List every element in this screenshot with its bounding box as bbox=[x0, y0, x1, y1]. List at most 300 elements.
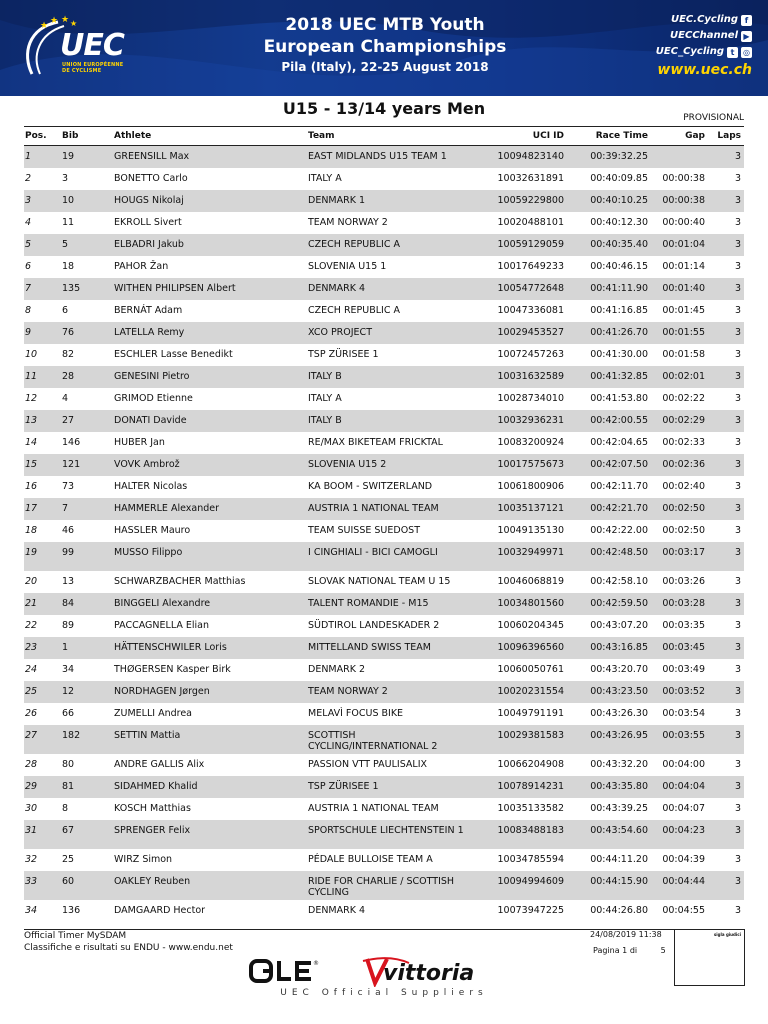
cell-pos: 34 bbox=[25, 905, 38, 916]
col-pos: Pos. bbox=[25, 131, 47, 141]
vittoria-logo-icon bbox=[363, 958, 474, 986]
cell-uci-id: 10066204908 bbox=[497, 759, 564, 770]
cell-gap: 00:03:26 bbox=[662, 576, 705, 587]
cell-pos: 23 bbox=[25, 642, 38, 653]
cell-team: SPORTSCHULE LIECHTENSTEIN 1 bbox=[308, 825, 464, 836]
table-row bbox=[24, 820, 744, 849]
cell-laps: 3 bbox=[734, 239, 741, 250]
cell-race-time: 00:43:26.95 bbox=[590, 730, 648, 741]
table-row bbox=[24, 300, 744, 322]
cell-gap: 00:01:14 bbox=[662, 261, 705, 272]
championship-title bbox=[220, 14, 550, 76]
cell-pos: 28 bbox=[25, 759, 38, 770]
table-row bbox=[24, 754, 744, 776]
col-team: Team bbox=[308, 131, 335, 141]
cell-pos: 20 bbox=[25, 576, 38, 587]
cell-gap: 00:01:58 bbox=[662, 349, 705, 360]
cell-laps: 3 bbox=[734, 905, 741, 916]
twitter-icon: t bbox=[727, 47, 738, 58]
cell-uci-id: 10072457263 bbox=[497, 349, 564, 360]
table-header bbox=[24, 126, 744, 146]
table-row bbox=[24, 212, 744, 234]
cell-race-time: 00:43:54.60 bbox=[590, 825, 648, 836]
cell-gap: 00:04:55 bbox=[662, 905, 705, 916]
table-row bbox=[24, 366, 744, 388]
cell-team: ITALY B bbox=[308, 371, 342, 382]
cell-team: TALENT ROMANDIE - M15 bbox=[308, 598, 429, 609]
cell-athlete: HASSLER Mauro bbox=[114, 525, 191, 536]
cell-gap: 00:04:00 bbox=[662, 759, 705, 770]
cell-uci-id: 10061800906 bbox=[497, 481, 564, 492]
ale-logo-icon bbox=[251, 960, 319, 981]
facebook-icon: f bbox=[741, 15, 752, 26]
table-row bbox=[24, 432, 744, 454]
cell-laps: 3 bbox=[734, 349, 741, 360]
cell-pos: 6 bbox=[25, 261, 32, 272]
cell-athlete: KOSCH Matthias bbox=[114, 803, 191, 814]
cell-race-time: 00:42:00.55 bbox=[590, 415, 648, 426]
cell-race-time: 00:41:26.70 bbox=[590, 327, 648, 338]
cell-bib: 82 bbox=[62, 349, 75, 360]
cell-athlete: HÄTTENSCHWILER Loris bbox=[114, 642, 227, 653]
provisional-label: PROVISIONAL bbox=[683, 113, 744, 123]
cell-team: TSP ZÜRISEE 1 bbox=[308, 781, 379, 792]
cell-pos: 10 bbox=[25, 349, 38, 360]
cell-uci-id: 10096396560 bbox=[497, 642, 564, 653]
cell-bib: 136 bbox=[62, 905, 81, 916]
table-row bbox=[24, 344, 744, 366]
cell-uci-id: 10046068819 bbox=[497, 576, 564, 587]
cell-uci-id: 10049791191 bbox=[497, 708, 564, 719]
cell-bib: 121 bbox=[62, 459, 81, 470]
col-bib: Bib bbox=[62, 131, 79, 141]
cell-laps: 3 bbox=[734, 759, 741, 770]
table-row bbox=[24, 593, 744, 615]
cell-pos: 27 bbox=[25, 730, 38, 741]
cell-laps: 3 bbox=[734, 217, 741, 228]
footer-results-link: Classifiche e risultati su ENDU - www.endu.net bbox=[24, 943, 233, 953]
cell-athlete: WITHEN PHILIPSEN Albert bbox=[114, 283, 236, 294]
cell-team: ITALY A bbox=[308, 393, 342, 404]
cell-bib: 27 bbox=[62, 415, 75, 426]
cell-race-time: 00:39:32.25 bbox=[590, 151, 648, 162]
cell-team: CZECH REPUBLIC A bbox=[308, 239, 400, 250]
table-row bbox=[24, 190, 744, 212]
cell-gap: 00:03:17 bbox=[662, 547, 705, 558]
cell-athlete: SPRENGER Felix bbox=[114, 825, 191, 836]
table-row bbox=[24, 776, 744, 798]
cell-laps: 3 bbox=[734, 708, 741, 719]
cell-uci-id: 10032631891 bbox=[497, 173, 564, 184]
cell-race-time: 00:41:16.85 bbox=[590, 305, 648, 316]
col-athlete: Athlete bbox=[114, 131, 152, 141]
cell-race-time: 00:44:11.20 bbox=[590, 854, 648, 865]
cell-uci-id: 10020231554 bbox=[497, 686, 564, 697]
cell-athlete: EKROLL Sivert bbox=[114, 217, 182, 228]
cell-pos: 22 bbox=[25, 620, 38, 631]
cell-athlete: ESCHLER Lasse Benedikt bbox=[114, 349, 233, 360]
cell-race-time: 00:41:11.90 bbox=[590, 283, 648, 294]
cell-gap: 00:02:22 bbox=[662, 393, 705, 404]
cell-laps: 3 bbox=[734, 620, 741, 631]
cell-bib: 11 bbox=[62, 217, 75, 228]
cell-pos: 17 bbox=[25, 503, 38, 514]
cell-bib: 80 bbox=[62, 759, 75, 770]
cell-bib: 73 bbox=[62, 481, 75, 492]
cell-race-time: 00:40:46.15 bbox=[590, 261, 648, 272]
col-uci-id: UCI ID bbox=[532, 131, 564, 141]
cell-athlete: BINGGELI Alexandre bbox=[114, 598, 211, 609]
cell-team: SÜDTIROL LANDESKADER 2 bbox=[308, 620, 440, 631]
cell-uci-id: 10034801560 bbox=[497, 598, 564, 609]
svg-text:vittoria: vittoria bbox=[383, 961, 475, 986]
table-row bbox=[24, 659, 744, 681]
cell-team: TEAM SUISSE SUEDOST bbox=[308, 525, 421, 536]
cell-athlete: OAKLEY Reuben bbox=[114, 876, 191, 887]
cell-uci-id: 10083488183 bbox=[497, 825, 564, 836]
cell-bib: 34 bbox=[62, 664, 75, 675]
cell-race-time: 00:43:07.20 bbox=[590, 620, 648, 631]
cell-gap: 00:03:55 bbox=[662, 730, 705, 741]
results-table bbox=[24, 126, 744, 922]
table-row bbox=[24, 520, 744, 542]
cell-gap: 00:02:01 bbox=[662, 371, 705, 382]
cell-bib: 13 bbox=[62, 576, 75, 587]
svg-text:®: ® bbox=[313, 960, 319, 967]
cell-uci-id: 10034785594 bbox=[497, 854, 564, 865]
uec-wordmark: UEC bbox=[60, 28, 124, 63]
cell-race-time: 00:44:15.90 bbox=[590, 876, 648, 887]
cell-gap: 00:00:38 bbox=[662, 173, 705, 184]
cell-laps: 3 bbox=[734, 261, 741, 272]
cell-race-time: 00:43:20.70 bbox=[590, 664, 648, 675]
cell-gap: 00:01:55 bbox=[662, 327, 705, 338]
cell-bib: 89 bbox=[62, 620, 75, 631]
cell-uci-id: 10059229800 bbox=[497, 195, 564, 206]
cell-race-time: 00:43:16.85 bbox=[590, 642, 648, 653]
cell-athlete: LATELLA Remy bbox=[114, 327, 185, 338]
cell-race-time: 00:40:10.25 bbox=[590, 195, 648, 206]
cell-athlete: HOUGS Nikolaj bbox=[114, 195, 184, 206]
cell-athlete: HUBER Jan bbox=[114, 437, 165, 448]
cell-pos: 4 bbox=[25, 217, 32, 228]
cell-team: SLOVENIA U15 1 bbox=[308, 261, 387, 272]
cell-race-time: 00:40:35.40 bbox=[590, 239, 648, 250]
official-suppliers-text: UEC Official Suppliers bbox=[280, 988, 488, 998]
cell-pos: 15 bbox=[25, 459, 38, 470]
cell-pos: 21 bbox=[25, 598, 38, 609]
cell-athlete: BONETTO Carlo bbox=[114, 173, 188, 184]
sponsor-logos bbox=[249, 955, 519, 987]
cell-team: RIDE FOR CHARLIE / SCOTTISH CYCLING bbox=[308, 876, 455, 898]
cell-bib: 12 bbox=[62, 686, 75, 697]
cell-pos: 26 bbox=[25, 708, 38, 719]
cell-pos: 8 bbox=[25, 305, 32, 316]
cell-bib: 46 bbox=[62, 525, 75, 536]
cell-pos: 11 bbox=[25, 371, 38, 382]
cell-athlete: PAHOR Žan bbox=[114, 261, 169, 272]
social-links bbox=[656, 12, 752, 79]
cell-team: DENMARK 1 bbox=[308, 195, 366, 206]
social-facebook[interactable] bbox=[656, 12, 752, 28]
cell-bib: 66 bbox=[62, 708, 75, 719]
cell-athlete: THØGERSEN Kasper Birk bbox=[114, 664, 231, 675]
cell-race-time: 00:42:07.50 bbox=[590, 459, 648, 470]
cell-bib: 6 bbox=[62, 305, 69, 316]
cell-race-time: 00:42:22.00 bbox=[590, 525, 648, 536]
table-row bbox=[24, 454, 744, 476]
cell-bib: 18 bbox=[62, 261, 75, 272]
cell-athlete: VOVK Ambrož bbox=[114, 459, 180, 470]
table-row bbox=[24, 234, 744, 256]
table-row bbox=[24, 571, 744, 593]
cell-pos: 24 bbox=[25, 664, 38, 675]
cell-team: CZECH REPUBLIC A bbox=[308, 305, 400, 316]
footer-credits bbox=[24, 930, 233, 954]
cell-gap: 00:03:52 bbox=[662, 686, 705, 697]
cell-athlete: DONATI Davide bbox=[114, 415, 187, 426]
cell-race-time: 00:40:12.30 bbox=[590, 217, 648, 228]
cell-gap: 00:04:44 bbox=[662, 876, 705, 887]
cell-laps: 3 bbox=[734, 730, 741, 741]
cell-team: KA BOOM - SWITZERLAND bbox=[308, 481, 433, 492]
cell-bib: 10 bbox=[62, 195, 75, 206]
cell-gap: 00:02:29 bbox=[662, 415, 705, 426]
cell-laps: 3 bbox=[734, 371, 741, 382]
cell-team: SLOVENIA U15 2 bbox=[308, 459, 387, 470]
cell-pos: 32 bbox=[25, 854, 38, 865]
cell-team: EAST MIDLANDS U15 TEAM 1 bbox=[308, 151, 447, 162]
youtube-icon: ▶ bbox=[741, 31, 752, 42]
cell-uci-id: 10017575673 bbox=[497, 459, 564, 470]
cell-laps: 3 bbox=[734, 195, 741, 206]
cell-team: ITALY A bbox=[308, 173, 342, 184]
cell-laps: 3 bbox=[734, 503, 741, 514]
table-row bbox=[24, 703, 744, 725]
footer-date: 24/08/2019 11:38 bbox=[590, 930, 662, 939]
cell-laps: 3 bbox=[734, 854, 741, 865]
cell-uci-id: 10049135130 bbox=[497, 525, 564, 536]
cell-bib: 67 bbox=[62, 825, 75, 836]
col-gap: Gap bbox=[685, 131, 705, 141]
cell-gap: 00:03:49 bbox=[662, 664, 705, 675]
cell-uci-id: 10078914231 bbox=[497, 781, 564, 792]
table-row bbox=[24, 256, 744, 278]
cell-team: MELAVÌ FOCUS BIKE bbox=[308, 708, 404, 719]
cell-laps: 3 bbox=[734, 664, 741, 675]
cell-athlete: SCHWARZBACHER Matthias bbox=[114, 576, 246, 587]
table-row bbox=[24, 871, 744, 900]
cell-bib: 7 bbox=[62, 503, 69, 514]
cell-bib: 84 bbox=[62, 598, 75, 609]
cell-bib: 4 bbox=[62, 393, 69, 404]
cell-race-time: 00:42:04.65 bbox=[590, 437, 648, 448]
social-youtube-label: UECChannel bbox=[670, 30, 738, 41]
cell-laps: 3 bbox=[734, 876, 741, 887]
table-row bbox=[24, 615, 744, 637]
cell-laps: 3 bbox=[734, 151, 741, 162]
website-link[interactable]: www.uec.ch bbox=[657, 62, 752, 78]
cell-gap: 00:04:23 bbox=[662, 825, 705, 836]
cell-gap: 00:04:07 bbox=[662, 803, 705, 814]
svg-text:★: ★ bbox=[40, 21, 49, 31]
cell-team: SCOTTISH CYCLING/INTERNATIONAL 2 bbox=[308, 730, 438, 752]
cell-uci-id: 10035137121 bbox=[497, 503, 564, 514]
table-row bbox=[24, 146, 744, 168]
cell-laps: 3 bbox=[734, 825, 741, 836]
cell-gap: 00:01:45 bbox=[662, 305, 705, 316]
col-laps: Laps bbox=[717, 131, 741, 141]
signature-label: sigla giudici bbox=[713, 932, 741, 937]
cell-laps: 3 bbox=[734, 327, 741, 338]
cell-uci-id: 10060204345 bbox=[497, 620, 564, 631]
table-row bbox=[24, 388, 744, 410]
cell-uci-id: 10032949971 bbox=[497, 547, 564, 558]
cell-gap: 00:03:35 bbox=[662, 620, 705, 631]
svg-text:★: ★ bbox=[50, 16, 59, 26]
cell-pos: 13 bbox=[25, 415, 38, 426]
footer-timer: Official Timer MySDAM bbox=[24, 931, 127, 941]
cell-laps: 3 bbox=[734, 781, 741, 792]
cell-pos: 30 bbox=[25, 803, 38, 814]
cell-gap: 00:02:40 bbox=[662, 481, 705, 492]
cell-team: AUSTRIA 1 NATIONAL TEAM bbox=[308, 503, 439, 514]
table-row bbox=[24, 542, 744, 571]
table-row bbox=[24, 168, 744, 190]
cell-uci-id: 10073947225 bbox=[497, 905, 564, 916]
cell-laps: 3 bbox=[734, 415, 741, 426]
footer-pagination bbox=[593, 946, 666, 955]
sponsor-logos-graphic bbox=[249, 955, 519, 987]
cell-uci-id: 10094823140 bbox=[497, 151, 564, 162]
cell-bib: 76 bbox=[62, 327, 75, 338]
cell-bib: 99 bbox=[62, 547, 75, 558]
cell-gap: 00:02:36 bbox=[662, 459, 705, 470]
cell-pos: 5 bbox=[25, 239, 32, 250]
cell-team: RE/MAX BIKETEAM FRICKTAL bbox=[308, 437, 443, 448]
cell-race-time: 00:41:32.85 bbox=[590, 371, 648, 382]
cell-pos: 19 bbox=[25, 547, 38, 558]
cell-race-time: 00:42:58.10 bbox=[590, 576, 648, 587]
cell-athlete: ANDRE GALLIS Alix bbox=[114, 759, 205, 770]
cell-team: AUSTRIA 1 NATIONAL TEAM bbox=[308, 803, 439, 814]
signature-box bbox=[674, 929, 745, 986]
cell-uci-id: 10017649233 bbox=[497, 261, 564, 272]
social-twitter-label: UEC_Cycling bbox=[655, 46, 724, 57]
svg-text:★: ★ bbox=[70, 19, 78, 28]
cell-bib: 28 bbox=[62, 371, 75, 382]
cell-laps: 3 bbox=[734, 576, 741, 587]
cell-team: PASSION VTT PAULISALIX bbox=[308, 759, 428, 770]
table-body bbox=[24, 146, 744, 922]
uec-subtitle-line1: UNION EUROPÉENNE bbox=[62, 62, 124, 68]
cell-bib: 19 bbox=[62, 151, 75, 162]
cell-uci-id: 10028734010 bbox=[497, 393, 564, 404]
table-row bbox=[24, 900, 744, 922]
cell-team: ITALY B bbox=[308, 415, 342, 426]
cell-athlete: BERNÁT Adam bbox=[114, 305, 183, 316]
cell-athlete: HAMMERLE Alexander bbox=[114, 503, 220, 514]
cell-team: DENMARK 4 bbox=[308, 283, 366, 294]
cell-gap: 00:00:40 bbox=[662, 217, 705, 228]
cell-athlete: ZUMELLI Andrea bbox=[114, 708, 192, 719]
cell-laps: 3 bbox=[734, 525, 741, 536]
cell-team: DENMARK 4 bbox=[308, 905, 366, 916]
cell-pos: 2 bbox=[25, 173, 32, 184]
header-banner bbox=[0, 0, 768, 96]
cell-team: TEAM NORWAY 2 bbox=[308, 217, 388, 228]
cell-uci-id: 10060050761 bbox=[497, 664, 564, 675]
page-total: 5 bbox=[660, 946, 666, 955]
cell-team: XCO PROJECT bbox=[308, 327, 372, 338]
cell-athlete: WIRZ Simon bbox=[114, 854, 173, 865]
social-youtube[interactable] bbox=[656, 28, 752, 44]
cell-bib: 146 bbox=[62, 437, 81, 448]
cell-pos: 16 bbox=[25, 481, 38, 492]
cell-race-time: 00:41:30.00 bbox=[590, 349, 648, 360]
cell-bib: 3 bbox=[62, 173, 69, 184]
cell-laps: 3 bbox=[734, 481, 741, 492]
cell-uci-id: 10035133582 bbox=[497, 803, 564, 814]
cell-race-time: 00:43:26.30 bbox=[590, 708, 648, 719]
cell-gap: 00:02:50 bbox=[662, 525, 705, 536]
cell-laps: 3 bbox=[734, 173, 741, 184]
table-row bbox=[24, 637, 744, 659]
cell-athlete: NORDHAGEN Jørgen bbox=[114, 686, 210, 697]
cell-uci-id: 10059129059 bbox=[497, 239, 564, 250]
cell-race-time: 00:44:26.80 bbox=[590, 905, 648, 916]
cell-athlete: MUSSO Filippo bbox=[114, 547, 183, 558]
event-title: U15 - 13/14 years Men bbox=[282, 99, 486, 118]
cell-athlete: SIDAHMED Khalid bbox=[114, 781, 198, 792]
cell-pos: 31 bbox=[25, 825, 38, 836]
cell-race-time: 00:41:53.80 bbox=[590, 393, 648, 404]
cell-gap: 00:03:45 bbox=[662, 642, 705, 653]
cell-race-time: 00:43:32.20 bbox=[590, 759, 648, 770]
cell-race-time: 00:42:11.70 bbox=[590, 481, 648, 492]
cell-laps: 3 bbox=[734, 642, 741, 653]
cell-gap: 00:00:38 bbox=[662, 195, 705, 206]
page-label: Pagina 1 di bbox=[593, 946, 638, 955]
cell-athlete: GRIMOD Etienne bbox=[114, 393, 193, 404]
cell-pos: 9 bbox=[25, 327, 32, 338]
cell-race-time: 00:43:35.80 bbox=[590, 781, 648, 792]
svg-text:★: ★ bbox=[61, 15, 70, 25]
cell-gap: 00:01:40 bbox=[662, 283, 705, 294]
cell-laps: 3 bbox=[734, 283, 741, 294]
cell-laps: 3 bbox=[734, 393, 741, 404]
cell-uci-id: 10083200924 bbox=[497, 437, 564, 448]
cell-team: SLOVAK NATIONAL TEAM U 15 bbox=[308, 576, 451, 587]
cell-bib: 8 bbox=[62, 803, 69, 814]
cell-race-time: 00:43:23.50 bbox=[590, 686, 648, 697]
cell-race-time: 00:42:59.50 bbox=[590, 598, 648, 609]
cell-bib: 81 bbox=[62, 781, 75, 792]
social-twitter-instagram[interactable] bbox=[656, 44, 752, 60]
cell-athlete: ELBADRI Jakub bbox=[114, 239, 184, 250]
cell-race-time: 00:42:48.50 bbox=[590, 547, 648, 558]
cell-athlete: SETTIN Mattia bbox=[114, 730, 181, 741]
cell-laps: 3 bbox=[734, 686, 741, 697]
cell-pos: 14 bbox=[25, 437, 38, 448]
cell-gap: 00:03:54 bbox=[662, 708, 705, 719]
table-row bbox=[24, 681, 744, 703]
cell-gap: 00:04:39 bbox=[662, 854, 705, 865]
cell-laps: 3 bbox=[734, 305, 741, 316]
cell-gap: 00:03:28 bbox=[662, 598, 705, 609]
cell-uci-id: 10094994609 bbox=[497, 876, 564, 887]
cell-athlete: GREENSILL Max bbox=[114, 151, 190, 162]
